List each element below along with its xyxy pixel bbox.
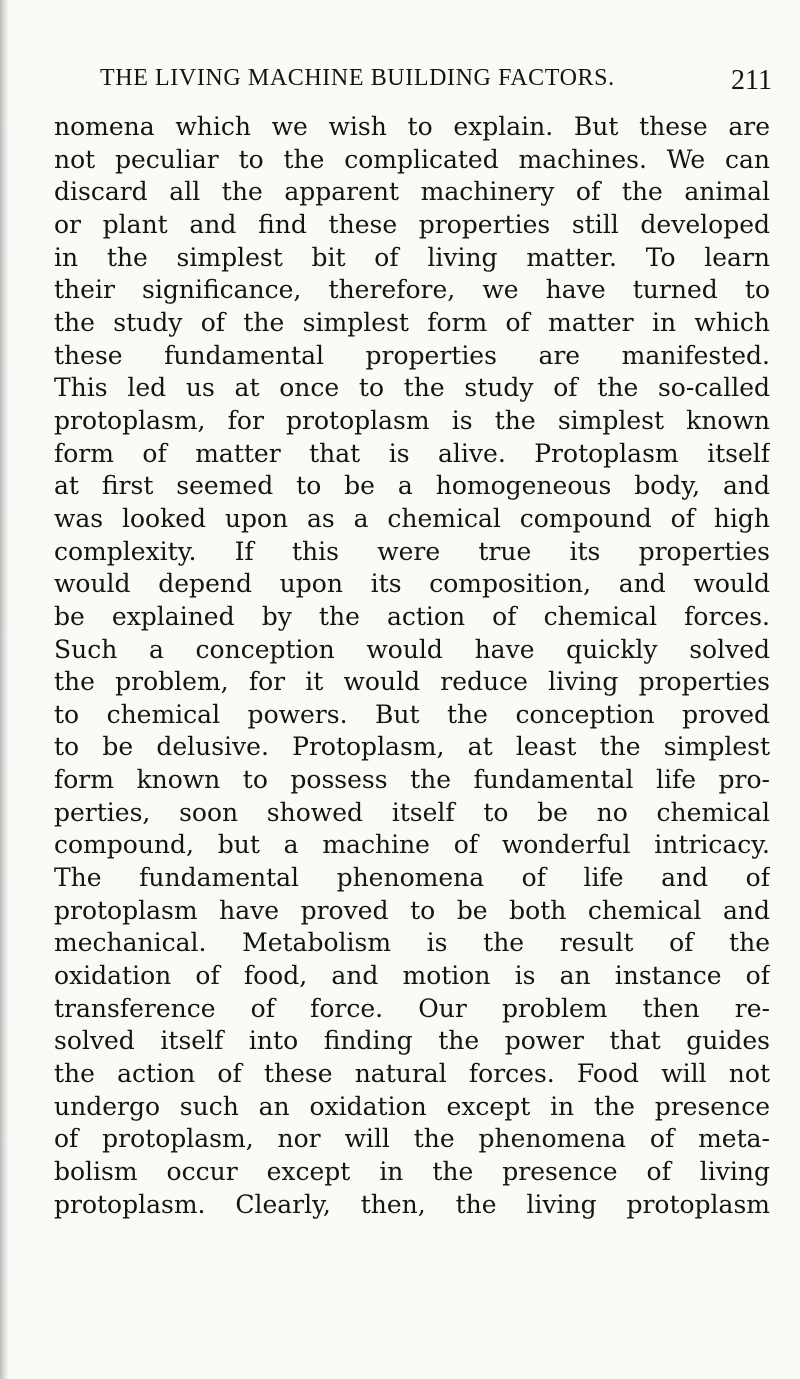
text-line: the action of these natural forces. Food will not (54, 1059, 770, 1089)
text-line: protoplasm, for protoplasm is the simplest known (54, 405, 770, 435)
text-line: to be delusive. Protoplasm, at least the simplest (54, 732, 770, 762)
text-line: the problem, for it would reduce living properties (54, 667, 770, 697)
text-line: be explained by the action of chemical forces. (54, 601, 770, 631)
text-line: form of matter that is alive. Protoplasm itself (54, 438, 770, 468)
text-line: perties, soon showed itself to be no chemical (54, 797, 770, 827)
text-line: The fundamental phenomena of life and of (54, 863, 770, 893)
text-line: Such a conception would have quickly solved (54, 634, 770, 664)
text-line: in the simplest bit of living matter. To learn (54, 242, 770, 272)
text-line: to chemical powers. But the conception proved (54, 699, 770, 729)
text-line: This led us at once to the study of the so-called (54, 373, 770, 403)
text-line: protoplasm have proved to be both chemical and (54, 895, 770, 925)
page-header (100, 65, 772, 105)
body-paragraph (54, 111, 770, 1343)
text-line: would depend upon its composition, and would (54, 569, 770, 599)
text-line: bolism occur except in the presence of living (54, 1157, 770, 1186)
text-line: oxidation of food, and motion is an instance of (54, 961, 770, 991)
text-line: these fundamental properties are manifested. (54, 340, 770, 370)
text-line: transference of force. Our problem then re- (54, 993, 770, 1023)
text-line: solved itself into finding the power that guides (54, 1026, 770, 1056)
running-head: THE LIVING MACHINE BUILDING FACTORS. (100, 65, 615, 91)
text-line: compound, but a machine of wonderful intricacy. (54, 830, 770, 860)
text-line: discard all the apparent machinery of the animal (54, 177, 770, 207)
text-line: nomena which we wish to explain. But these are (54, 112, 770, 141)
text-line: not peculiar to the complicated machines. We can (54, 144, 770, 174)
text-line: their significance, therefore, we have turned to (54, 275, 770, 305)
text-line: or plant and find these properties still developed (54, 209, 770, 239)
text-line: form known to possess the fundamental life pro- (54, 765, 770, 795)
text-line: of protoplasm, nor will the phenomena of meta- (54, 1124, 770, 1154)
text-line: protoplasm. Clearly, then, the living protoplasm (54, 1189, 770, 1219)
page-number: 211 (731, 65, 772, 96)
text-line: complexity. If this were true its properties (54, 536, 770, 566)
text-line: at first seemed to be a homogeneous body, and (54, 471, 770, 501)
text-line: mechanical. Metabolism is the result of the (54, 928, 770, 958)
text-line: the study of the simplest form of matter in which (54, 307, 770, 337)
page-binding-shadow (0, 0, 9, 1379)
text-line: was looked upon as a chemical compound of high (54, 503, 770, 533)
text-line: undergo such an oxidation except in the presence (54, 1091, 770, 1121)
